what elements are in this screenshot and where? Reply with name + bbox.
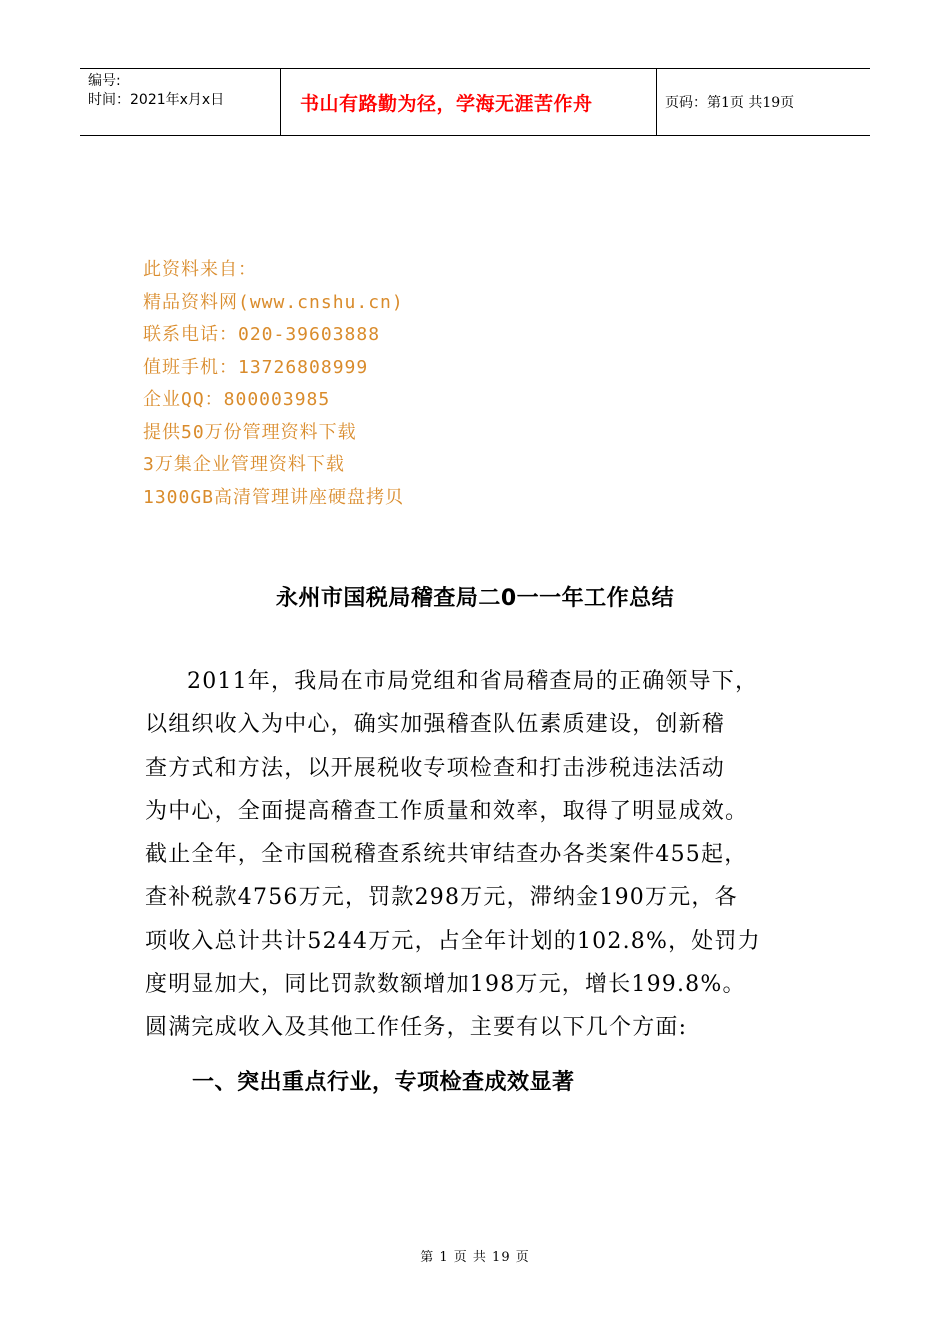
- paragraph-line: 圆满完成收入及其他工作任务，主要有以下几个方面:: [145, 1015, 688, 1041]
- paragraph-line: 查补税款4756万元，罚款298万元，滞纳金190万元，各: [145, 885, 738, 911]
- page-footer: 第 1 页 共 19 页: [420, 1250, 530, 1265]
- header-meta-cell: [80, 69, 281, 135]
- document-title: 永州市国税局稽查局二0一一年工作总结: [275, 586, 675, 611]
- paragraph-line: 截止全年，全市国税稽查系统共审结查办各类案件455起，: [145, 842, 748, 868]
- header-page-info: 页码：第1页 共19页: [665, 95, 795, 111]
- source-info-line: 精品资料网(www.cnshu.cn): [143, 291, 404, 313]
- paragraph-line: 度明显加大，同比罚款数额增加198万元，增长199.8%。: [145, 972, 746, 998]
- source-info-block: [143, 254, 404, 514]
- source-info-line: 3万集企业管理资料下载: [143, 454, 345, 475]
- document-number-label: 编号:: [88, 73, 121, 89]
- paragraph-line: 2011年，我局在市局党组和省局稽查局的正确领导下，: [187, 669, 759, 694]
- document-time-label: 时间：2021年x月x日: [88, 92, 225, 108]
- page-header: [80, 68, 870, 136]
- paragraph-line: 为中心，全面提高稽查工作质量和效率，取得了明显成效。: [145, 798, 749, 824]
- section-heading: 一、突出重点行业，专项检查成效显著: [192, 1070, 575, 1095]
- paragraph-line: 以组织收入为中心，确实加强稽查队伍素质建设，创新稽: [145, 712, 726, 738]
- source-info-line: 值班手机：13726808999: [143, 356, 369, 378]
- paragraph-line: 项收入总计共计5244万元，占全年计划的102.8%，处罚力: [145, 928, 761, 954]
- source-info-line: 联系电话：020-39603888: [143, 324, 381, 345]
- source-info-line: 此资料来自：: [143, 259, 257, 280]
- source-info-line: 企业QQ：800003985: [143, 389, 331, 410]
- paragraph-line: 查方式和方法，以开展税收专项检查和打击涉税违法活动: [145, 755, 726, 781]
- source-info-line: 提供50万份管理资料下载: [143, 421, 357, 443]
- source-info-line: 1300GB高清管理讲座硬盘拷贝: [143, 486, 405, 508]
- header-motto: 书山有路勤为径，学海无涯苦作舟: [281, 69, 657, 135]
- body-paragraph: [145, 660, 835, 1050]
